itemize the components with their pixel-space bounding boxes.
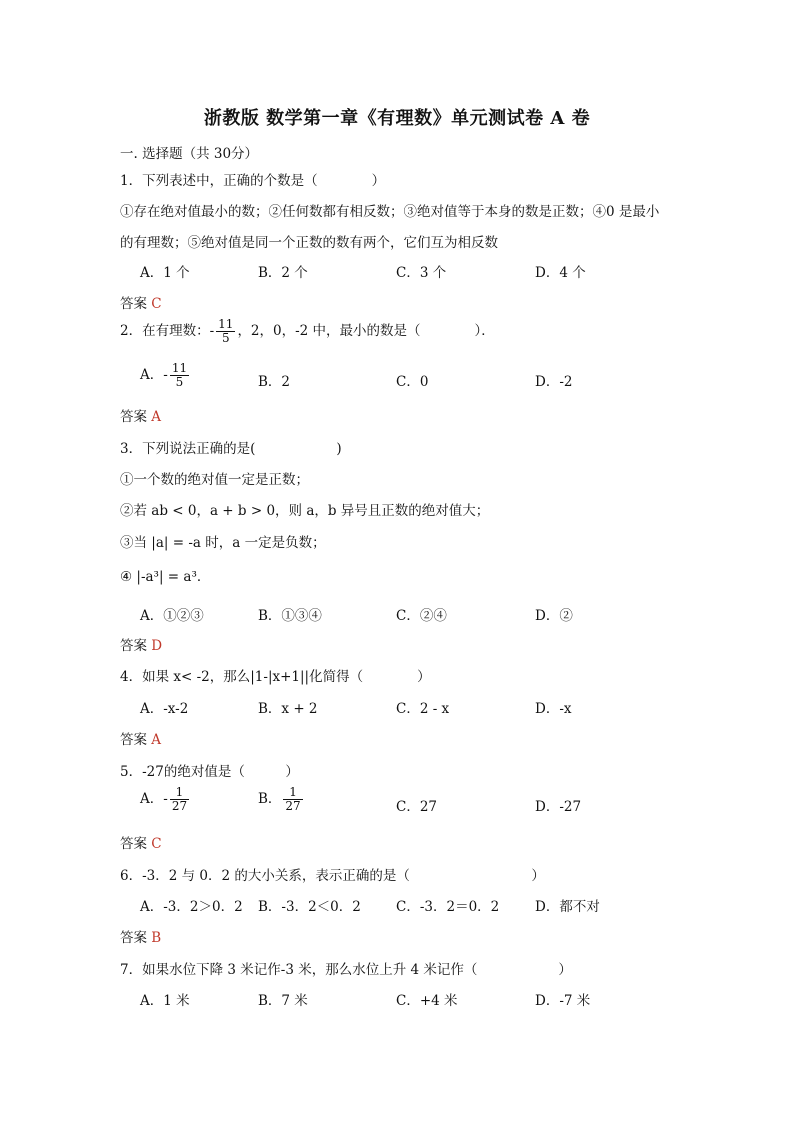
question-5-option-d[interactable]: D．-27	[535, 799, 582, 815]
question-4-answer	[120, 728, 161, 748]
answer-label: 答案	[120, 296, 147, 312]
answer-label: 答案	[120, 930, 147, 946]
question-3-options	[140, 604, 700, 626]
question-3-option-d[interactable]: D．②	[535, 608, 573, 624]
question-5-answer	[120, 832, 162, 852]
answer-label: 答案	[120, 409, 147, 425]
document-title: 浙教版 数学第一章《有理数》单元测试卷 A 卷	[203, 108, 591, 129]
answer-value: C	[151, 296, 162, 312]
question-3-line-2: ②若 ab < 0，a + b > 0，则 a，b 异号且正数的绝对值大；	[120, 503, 490, 519]
question-4-stem: 4．如果 x< -2，那么|1-|x+1||化简得（ ）	[120, 669, 431, 685]
question-2-stem-prefix: 2．在有理数：-	[120, 323, 215, 340]
question-2-options	[140, 362, 700, 394]
answer-value: B	[151, 930, 162, 946]
fraction-denominator: 27	[285, 799, 301, 814]
question-2-option-c[interactable]: C．0	[396, 374, 429, 390]
question-1-line-2: 的有理数；⑤绝对值是同一个正数的数有两个，它们互为相反数	[120, 235, 498, 251]
question-3-line-1: ①一个数的绝对值一定是正数；	[120, 472, 309, 488]
question-1-answer	[120, 292, 162, 312]
question-3-line-3: ③当 |a| = -a 时，a 一定是负数；	[120, 535, 326, 551]
question-2-option-d[interactable]: D．-2	[535, 374, 573, 390]
question-2-option-a[interactable]	[140, 362, 191, 389]
answer-label: 答案	[120, 638, 147, 654]
fraction-numerator: 11	[171, 361, 188, 375]
question-3-option-c[interactable]: C．②④	[396, 608, 447, 624]
fraction-numerator: 1	[283, 786, 302, 800]
option-prefix: B．	[258, 791, 282, 808]
question-6-option-d[interactable]: D．都不对	[535, 899, 600, 915]
option-prefix: A．-	[140, 367, 168, 384]
answer-label: 答案	[120, 732, 147, 748]
question-1-option-b[interactable]: B．2 个	[258, 265, 308, 281]
fraction-numerator: 11	[218, 317, 234, 331]
question-5-option-b[interactable]	[258, 786, 305, 813]
answer-value: A	[151, 732, 162, 748]
fraction	[170, 786, 189, 813]
question-7-option-a[interactable]: A．1 米	[140, 993, 190, 1009]
question-3-option-a[interactable]: A．①②③	[140, 608, 204, 624]
question-1-line-1: ①存在绝对值最小的数；②任何数都有相反数；③绝对值等于本身的数是正数；④0 是最小	[120, 204, 660, 220]
question-1-stem: 1．下列表述中，正确的个数是（ ）	[120, 173, 386, 189]
section-heading: 一. 选择题（共 30分）	[120, 146, 259, 162]
question-1-option-c[interactable]: C．3 个	[396, 265, 447, 281]
question-3-answer	[120, 634, 162, 654]
question-5-option-a[interactable]	[140, 786, 191, 813]
question-7-stem: 7．如果水位下降 3 米记作-3 米，那么水位上升 4 米记作（ ）	[120, 962, 572, 978]
question-6-option-b[interactable]: B．-3．2＜0．2	[258, 899, 361, 915]
answer-label: 答案	[120, 836, 147, 852]
question-4-option-b[interactable]: B．x + 2	[258, 701, 318, 717]
question-4-option-a[interactable]: A．-x-2	[140, 701, 189, 717]
answer-value: D	[151, 638, 163, 654]
question-2-option-b[interactable]: B．2	[258, 374, 291, 390]
answer-value: C	[151, 836, 162, 852]
question-7-options	[140, 989, 700, 1011]
question-2-stem	[120, 318, 495, 345]
question-3-option-b[interactable]: B．①③④	[258, 608, 322, 624]
question-7-option-b[interactable]: B．7 米	[258, 993, 308, 1009]
question-5-option-c[interactable]: C．27	[396, 799, 438, 815]
question-6-option-c[interactable]: C．-3．2＝0．2	[396, 899, 500, 915]
question-6-answer	[120, 926, 161, 946]
question-4-option-d[interactable]: D．-x	[535, 701, 572, 717]
question-3-line-4: ④ |-a³| = a³．	[120, 569, 211, 585]
question-1-option-a[interactable]: A．1 个	[140, 265, 190, 281]
fraction	[216, 318, 235, 345]
question-5-stem: 5．-27的绝对值是（ ）	[120, 764, 299, 780]
fraction-denominator: 5	[175, 375, 184, 390]
question-6-options	[140, 895, 700, 917]
question-7-option-d[interactable]: D．-7 米	[535, 993, 591, 1009]
fraction-numerator: 1	[170, 786, 189, 800]
question-4-option-c[interactable]: C．2 - x	[396, 701, 450, 717]
fraction	[170, 362, 189, 389]
fraction-denominator: 5	[221, 331, 230, 346]
question-6-option-a[interactable]: A．-3．2＞0．2	[140, 899, 243, 915]
question-1-option-d[interactable]: D．4 个	[535, 265, 586, 281]
question-2-answer	[120, 405, 161, 425]
question-7-option-c[interactable]: C．+4 米	[396, 993, 458, 1009]
question-4-options	[140, 697, 700, 719]
question-3-stem: 3．下列说法正确的是( )	[120, 441, 342, 457]
question-2-stem-suffix: ，2，0，-2 中，最小的数是（ ）．	[237, 323, 495, 340]
fraction-denominator: 27	[171, 799, 188, 814]
option-prefix: A．-	[140, 791, 168, 808]
question-6-stem: 6．-3．2 与 0．2 的大小关系，表示正确的是（ ）	[120, 868, 545, 884]
answer-value: A	[151, 409, 162, 425]
fraction	[283, 786, 302, 813]
question-5-options	[140, 786, 700, 820]
question-1-options	[140, 261, 700, 283]
